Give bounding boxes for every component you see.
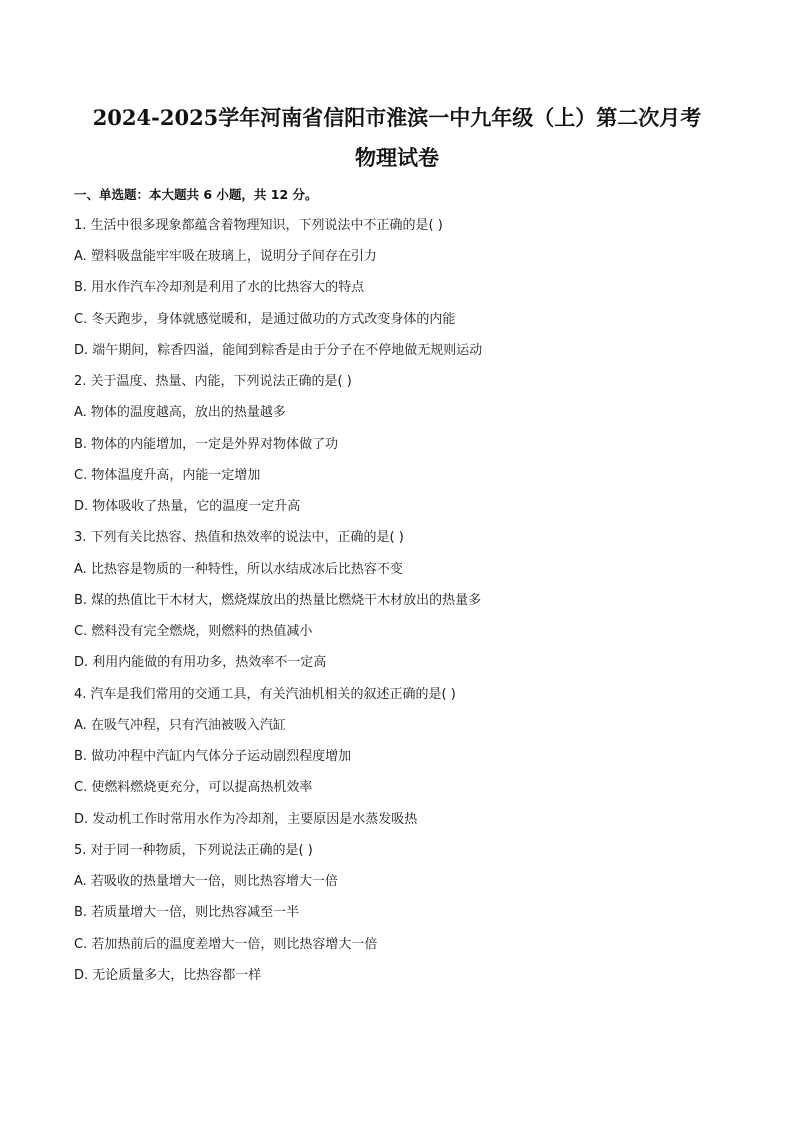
exam-title-line-1: 2024-2025学年河南省信阳市淮滨一中九年级（上）第二次月考 [92,105,702,130]
question-1-option-a: A. 塑料吸盘能牢牢吸在玻璃上，说明分子间存在引力 [74,249,377,264]
question-4-option-c: C. 使燃料燃烧更充分，可以提高热机效率 [74,780,313,795]
question-3-option-a: A. 比热容是物质的一种特性，所以水结成冰后比热容不变 [74,562,403,577]
question-1-stem: 1. 生活中很多现象都蕴含着物理知识，下列说法中不正确的是( ) [74,218,443,233]
question-3-stem: 3. 下列有关比热容、热值和热效率的说法中，正确的是( ) [74,530,404,545]
question-5-option-c: C. 若加热前后的温度差增大一倍，则比热容增大一倍 [74,937,378,952]
question-4-option-d: D. 发动机工作时常用水作为冷却剂，主要原因是水蒸发吸热 [74,812,418,827]
question-5-option-d: D. 无论质量多大，比热容都一样 [74,968,262,983]
question-5-option-a: A. 若吸收的热量增大一倍，则比热容增大一倍 [74,874,338,889]
question-1-option-b: B. 用水作汽车冷却剂是利用了水的比热容大的特点 [74,280,365,295]
question-1-option-c: C. 冬天跑步，身体就感觉暖和，是通过做功的方式改变身体的内能 [74,312,456,327]
question-5-option-b: B. 若质量增大一倍，则比热容减至一半 [74,905,300,920]
question-4-option-b: B. 做功冲程中汽缸内气体分子运动剧烈程度增加 [74,749,352,764]
question-4-option-a: A. 在吸气冲程，只有汽油被吸入汽缸 [74,718,286,733]
question-2-option-a: A. 物体的温度越高，放出的热量越多 [74,405,286,420]
question-5-stem: 5. 对于同一种物质，下列说法正确的是( ) [74,843,313,858]
question-4-stem: 4. 汽车是我们常用的交通工具，有关汽油机相关的叙述正确的是( ) [74,687,456,702]
question-2-option-c: C. 物体温度升高，内能一定增加 [74,468,261,483]
question-3-option-b: B. 煤的热值比干木材大，燃烧煤放出的热量比燃烧干木材放出的热量多 [74,593,482,608]
question-3-option-c: C. 燃料没有完全燃烧，则燃料的热值减小 [74,624,313,639]
section-heading-single-choice: 一、单选题：本大题共 6 小题，共 12 分。 [74,187,318,202]
question-2-option-d: D. 物体吸收了热量，它的温度一定升高 [74,499,301,514]
question-2-option-b: B. 物体的内能增加，一定是外界对物体做了功 [74,437,339,452]
question-3-option-d: D. 利用内能做的有用功多，热效率不一定高 [74,655,327,670]
exam-title-line-2: 物理试卷 [355,145,439,170]
question-2-stem: 2. 关于温度、热量、内能，下列说法正确的是( ) [74,374,352,389]
question-1-option-d: D. 端午期间，粽香四溢，能闻到粽香是由于分子在不停地做无规则运动 [74,343,483,358]
